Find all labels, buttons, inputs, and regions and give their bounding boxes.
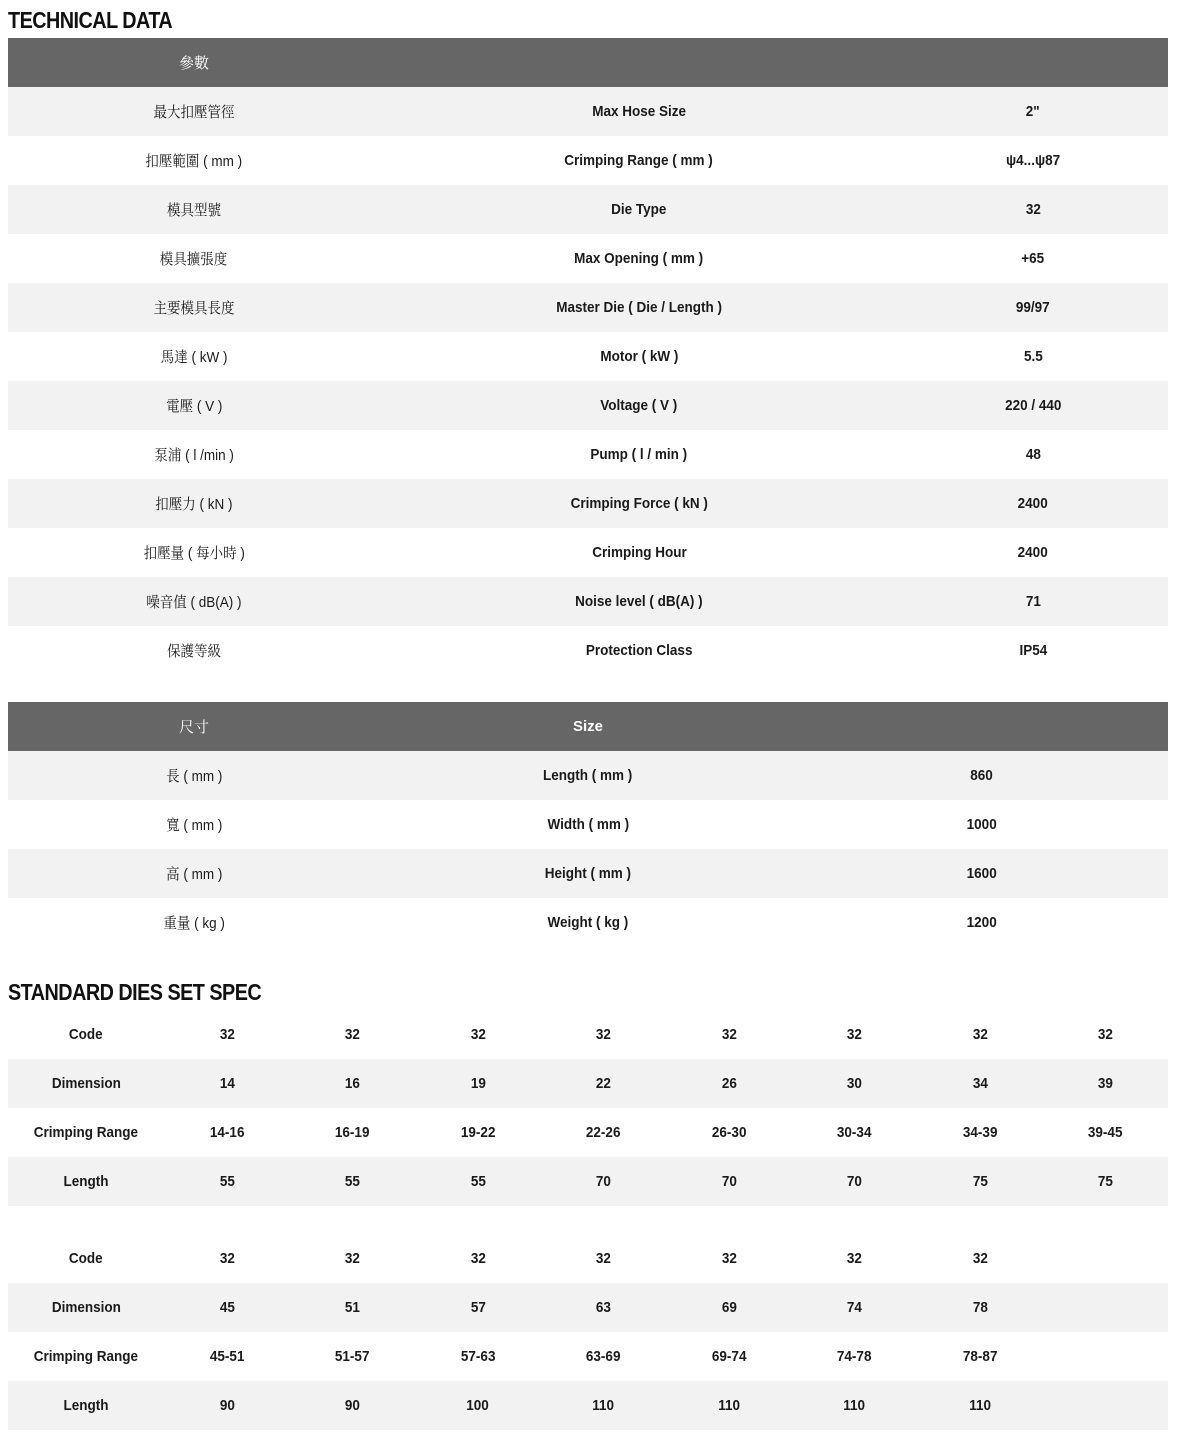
dies-row-cell	[415, 1234, 541, 1283]
dies-row-cell-text: 69-74	[711, 1348, 747, 1365]
dies-row-cell	[541, 1283, 666, 1332]
dies-row-cell	[666, 1283, 792, 1332]
size-row-cell	[796, 898, 1168, 947]
size-row	[8, 751, 1168, 800]
technical-row-cell	[380, 234, 898, 283]
dies-row-cell	[8, 1108, 164, 1157]
size-row-cell	[380, 800, 796, 849]
technical-row-cell-text: 保護等級	[166, 643, 221, 660]
technical-row-cell-text: Noise level ( dB(A) )	[575, 593, 703, 610]
technical-row-cell-text: 馬達 ( kW )	[160, 349, 228, 366]
technical-row-cell-text: 噪音值 ( dB(A) )	[146, 594, 242, 611]
dies-row-cell-text: 78-87	[962, 1348, 998, 1365]
size-header-row	[8, 702, 1168, 751]
dies-row-cell-text: 90	[219, 1397, 235, 1414]
dies-row-cell-text: 51-57	[335, 1348, 370, 1365]
dies-row-cell-text: 32	[344, 1250, 361, 1267]
dies-row-cell	[8, 1010, 164, 1059]
technical-row-cell	[898, 283, 1168, 332]
technical-row-cell-text: Master Die ( Die / Length )	[556, 299, 722, 316]
dies-row-cell-text: 32	[470, 1026, 486, 1043]
technical-row-cell-text: 2400	[1017, 544, 1049, 561]
dies-row-cell	[8, 1234, 164, 1283]
dies-row-cell	[666, 1059, 792, 1108]
size-row-cell-text: 寬 ( mm )	[165, 817, 223, 834]
dies-row-cell-text: 110	[843, 1397, 866, 1414]
dies-row-cell-text: 32	[344, 1026, 361, 1043]
technical-row-cell	[898, 234, 1168, 283]
technical-row-cell-text: 主要模具長度	[153, 300, 235, 317]
dies-row-cell	[917, 1108, 1043, 1157]
technical-row-cell	[8, 332, 380, 381]
dies-row-cell	[666, 1157, 792, 1206]
technical-row-cell	[8, 87, 380, 136]
size-row-cell-text: 重量 ( kg )	[163, 915, 225, 932]
technical-row-cell	[8, 185, 380, 234]
dies-row-cell-text: 32	[972, 1250, 988, 1267]
dies-row-cell-text: 110	[718, 1397, 740, 1414]
technical-data-title: TECHNICAL DATA	[8, 7, 173, 33]
dies-row	[8, 1234, 1168, 1283]
dies-row-cell-text: 16	[344, 1075, 361, 1092]
dies-row-cell	[164, 1157, 290, 1206]
dies-row-cell-text: 30	[846, 1075, 863, 1092]
dies-row-cell	[917, 1157, 1043, 1206]
dies-row-cell-text: 14	[219, 1075, 235, 1092]
technical-row-cell-text: 99/97	[1016, 299, 1050, 316]
dies-row-cell	[1043, 1108, 1168, 1157]
technical-row-cell-text: 220 / 440	[1004, 397, 1062, 414]
dies-row-cell-text: 100	[466, 1397, 490, 1414]
technical-row-cell	[380, 479, 898, 528]
technical-row	[8, 577, 1168, 626]
dies-row	[8, 1157, 1168, 1206]
dies-row	[8, 1332, 1168, 1381]
technical-row-cell-text: IP54	[1019, 642, 1047, 659]
dies-row-cell	[666, 1234, 792, 1283]
dies-row-cell-text: 34-39	[962, 1124, 998, 1141]
dies-row-cell-text: 110	[969, 1397, 991, 1414]
technical-row-cell	[380, 430, 898, 479]
technical-row-cell	[8, 528, 380, 577]
technical-row	[8, 234, 1168, 283]
dies-row-cell	[666, 1108, 792, 1157]
dies-row-cell-text: 63	[595, 1299, 612, 1316]
dies-row-cell	[792, 1381, 917, 1430]
dies-row-cell-text: 30-34	[837, 1124, 872, 1141]
technical-row-cell	[8, 479, 380, 528]
technical-row	[8, 136, 1168, 185]
dies-row-cell	[8, 1157, 164, 1206]
dies-row-cell-text: 63-69	[586, 1348, 621, 1365]
technical-row	[8, 87, 1168, 136]
technical-row	[8, 626, 1168, 675]
size-header-en: Size	[380, 702, 796, 751]
dies-row-cell	[8, 1283, 164, 1332]
technical-row-cell-text: ψ4...ψ87	[1005, 152, 1061, 169]
technical-row-cell	[380, 332, 898, 381]
dies-row-cell-text: Code	[69, 1026, 103, 1043]
technical-row-cell	[8, 381, 380, 430]
dies-row-cell	[541, 1157, 666, 1206]
technical-row-cell	[898, 185, 1168, 234]
dies-row-cell	[792, 1059, 917, 1108]
technical-row-cell	[8, 430, 380, 479]
dies-row-cell-text: 55	[470, 1173, 486, 1190]
technical-row-cell-text: 模具擴張度	[160, 251, 228, 268]
technical-row-cell	[380, 87, 898, 136]
technical-row-cell-text: Die Type	[611, 201, 667, 218]
technical-row-cell	[898, 136, 1168, 185]
technical-row-cell	[898, 332, 1168, 381]
size-row-cell-text: 1600	[966, 865, 998, 882]
dies-row-cell	[666, 1332, 792, 1381]
technical-row-cell	[898, 577, 1168, 626]
dies-spec-title: STANDARD DIES SET SPEC	[8, 979, 262, 1005]
technical-row-cell-text: 5.5	[1023, 348, 1043, 365]
size-row-cell-text: Weight ( kg )	[547, 914, 629, 931]
dies-row-cell	[666, 1381, 792, 1430]
technical-row	[8, 479, 1168, 528]
dies-row-cell	[1043, 1381, 1168, 1430]
dies-row-cell-text: 78	[972, 1299, 988, 1316]
dies-row-cell-text: 90	[344, 1397, 361, 1414]
dies-row	[8, 1283, 1168, 1332]
dies-row-cell-text: 32	[846, 1250, 863, 1267]
dies-row-cell	[290, 1157, 415, 1206]
size-row-cell-text: 高 ( mm )	[165, 866, 223, 883]
size-row	[8, 800, 1168, 849]
dies-row-cell-text: 70	[721, 1173, 737, 1190]
technical-row-cell-text: 模具型號	[166, 202, 221, 219]
technical-row	[8, 332, 1168, 381]
technical-row-cell	[8, 234, 380, 283]
dies-row-cell	[290, 1332, 415, 1381]
dies-row-cell	[415, 1108, 541, 1157]
technical-row-cell-text: Voltage ( V )	[600, 397, 678, 414]
dies-row-cell	[917, 1059, 1043, 1108]
dies-row-cell	[415, 1157, 541, 1206]
dies-row-cell	[415, 1283, 541, 1332]
dies-row-cell-text: Dimension	[51, 1299, 121, 1316]
dies-row-cell	[541, 1108, 666, 1157]
technical-row-cell	[898, 626, 1168, 675]
dies-row-cell-text: Dimension	[51, 1075, 121, 1092]
technical-row-cell-text: Crimping Hour	[591, 544, 687, 561]
technical-row-cell-text: 32	[1025, 201, 1041, 218]
size-row-cell	[380, 849, 796, 898]
dies-row-cell	[290, 1234, 415, 1283]
dies-row-cell-text: 51	[344, 1299, 361, 1316]
dies-row-cell	[541, 1010, 666, 1059]
dies-row-cell	[1043, 1332, 1168, 1381]
technical-row-cell-text: Pump ( l / min )	[590, 446, 688, 463]
dies-row-cell	[792, 1157, 917, 1206]
dies-row-cell	[917, 1332, 1043, 1381]
size-row-cell-text: 860	[970, 767, 994, 784]
size-row-cell	[8, 800, 380, 849]
size-row-cell	[8, 751, 380, 800]
dies-row-cell-text: 39-45	[1088, 1124, 1123, 1141]
technical-row-cell-text: Crimping Range ( mm )	[564, 152, 714, 169]
dies-row-cell	[164, 1234, 290, 1283]
dies-row-cell-text: 32	[972, 1026, 988, 1043]
dies-row-cell	[8, 1332, 164, 1381]
dies-row-cell	[917, 1234, 1043, 1283]
size-row-cell-text: 長 ( mm )	[165, 768, 223, 785]
dies-row-cell-text: Length	[63, 1173, 109, 1190]
dies-row-cell-text: 32	[470, 1250, 486, 1267]
dies-row-cell-text: 70	[595, 1173, 612, 1190]
technical-row-cell	[8, 577, 380, 626]
dies-row-cell-text: 55	[344, 1173, 361, 1190]
dies-row-cell	[541, 1059, 666, 1108]
dies-row-cell-text: 32	[595, 1026, 612, 1043]
dies-row-cell-text: 32	[721, 1026, 737, 1043]
dies-row-cell-text: Crimping Range	[33, 1124, 139, 1141]
technical-row-cell-text: Motor ( kW )	[600, 348, 678, 365]
dies-row-cell	[415, 1010, 541, 1059]
dies-row	[8, 1108, 1168, 1157]
technical-row-cell-text: 48	[1025, 446, 1041, 463]
technical-row-cell	[8, 626, 380, 675]
technical-row-cell	[380, 136, 898, 185]
dies-row-cell-text: 75	[972, 1173, 988, 1190]
technical-row-cell	[8, 136, 380, 185]
technical-row-cell-text: Max Opening ( mm )	[574, 250, 704, 267]
dies-row-cell-text: 57	[470, 1299, 486, 1316]
dies-row-cell	[792, 1283, 917, 1332]
technical-row-cell	[380, 528, 898, 577]
technical-row-cell-text: 最大扣壓管徑	[153, 104, 235, 121]
dies-row	[8, 1381, 1168, 1430]
technical-row-cell-text: 2400	[1017, 495, 1049, 512]
dies-row-cell	[290, 1059, 415, 1108]
dies-row-cell	[8, 1059, 164, 1108]
dies-row-cell	[666, 1010, 792, 1059]
size-table	[8, 702, 1168, 947]
technical-row-cell-text: +65	[1021, 250, 1045, 267]
dies-table-1-rows	[8, 1010, 1168, 1206]
dies-row-cell	[792, 1010, 917, 1059]
technical-row-cell	[380, 577, 898, 626]
dies-row-cell-text: 32	[595, 1250, 612, 1267]
size-row-cell-text: 1000	[966, 816, 998, 833]
dies-row-cell	[415, 1059, 541, 1108]
dies-table-2-rows	[8, 1234, 1168, 1430]
dies-row-cell	[164, 1381, 290, 1430]
dies-row-cell	[792, 1234, 917, 1283]
dies-row-cell-text: 26	[721, 1075, 737, 1092]
dies-row-cell-text: 14-16	[209, 1124, 245, 1141]
dies-row-cell	[541, 1381, 666, 1430]
dies-table-2	[8, 1234, 1168, 1430]
technical-row-cell	[380, 185, 898, 234]
technical-header-label: 參數	[8, 38, 380, 87]
technical-row-cell-text: 扣壓力 ( kN )	[155, 496, 233, 513]
technical-row-cell	[898, 87, 1168, 136]
size-row-cell	[796, 751, 1168, 800]
technical-rows	[8, 87, 1168, 675]
technical-row-cell-text: 電壓 ( V )	[165, 398, 223, 415]
dies-row-cell-text: Crimping Range	[33, 1348, 139, 1365]
dies-row-cell	[290, 1283, 415, 1332]
technical-row-cell-text: Max Hose Size	[592, 103, 686, 120]
dies-row-cell-text: 26-30	[711, 1124, 747, 1141]
dies-row-cell-text: 45-51	[209, 1348, 245, 1365]
size-row-cell	[8, 849, 380, 898]
technical-row	[8, 185, 1168, 234]
dies-row-cell	[792, 1108, 917, 1157]
technical-row	[8, 283, 1168, 332]
dies-row-cell-text: 32	[219, 1026, 235, 1043]
dies-row-cell-text: 16-19	[335, 1124, 370, 1141]
size-row-cell-text: Width ( mm )	[547, 816, 629, 833]
dies-row-cell-text: 70	[846, 1173, 863, 1190]
dies-row-cell	[917, 1381, 1043, 1430]
dies-row-cell-text: 55	[219, 1173, 235, 1190]
technical-row	[8, 528, 1168, 577]
dies-row-cell	[917, 1010, 1043, 1059]
dies-row-cell-text: 22-26	[586, 1124, 621, 1141]
dies-row-cell	[164, 1283, 290, 1332]
size-row-cell-text: Height ( mm )	[544, 865, 632, 882]
size-row-cell	[796, 800, 1168, 849]
dies-row-cell-text: 34	[972, 1075, 988, 1092]
dies-row-cell	[164, 1059, 290, 1108]
dies-row	[8, 1059, 1168, 1108]
size-row-cell	[796, 849, 1168, 898]
dies-row-cell	[1043, 1010, 1168, 1059]
technical-row-cell-text: Crimping Force ( kN )	[570, 495, 708, 512]
technical-row-cell-text: 泵浦 ( l /min )	[154, 447, 234, 464]
dies-row-cell-text: 57-63	[460, 1348, 496, 1365]
technical-row-cell	[8, 283, 380, 332]
technical-header-row	[8, 38, 1168, 87]
dies-row-cell	[164, 1332, 290, 1381]
dies-row-cell-text: 74	[846, 1299, 863, 1316]
size-rows	[8, 751, 1168, 947]
dies-row-cell-text: Code	[69, 1250, 103, 1267]
dies-row-cell	[415, 1381, 541, 1430]
technical-row-cell-text: 71	[1025, 593, 1041, 610]
technical-row-cell	[898, 381, 1168, 430]
dies-row-cell	[792, 1332, 917, 1381]
dies-row-cell-text: 22	[595, 1075, 612, 1092]
dies-row-cell	[290, 1381, 415, 1430]
dies-row-cell	[1043, 1157, 1168, 1206]
dies-row-cell-text: 32	[1097, 1026, 1114, 1043]
technical-row	[8, 430, 1168, 479]
technical-row-cell	[380, 626, 898, 675]
dies-row-cell-text: 45	[219, 1299, 235, 1316]
dies-row-cell	[917, 1283, 1043, 1332]
dies-row-cell-text: 75	[1097, 1173, 1114, 1190]
dies-row-cell	[164, 1010, 290, 1059]
dies-row-cell-text: Length	[63, 1397, 109, 1414]
dies-row-cell	[1043, 1059, 1168, 1108]
dies-row-cell-text: 74-78	[837, 1348, 872, 1365]
dies-row-cell-text: 32	[721, 1250, 737, 1267]
dies-row	[8, 1010, 1168, 1059]
size-row	[8, 898, 1168, 947]
size-row-cell	[380, 898, 796, 947]
technical-data-table	[8, 38, 1168, 675]
dies-row-cell-text: 19	[470, 1075, 486, 1092]
technical-row-cell-text: 扣壓量 ( 每小時 )	[143, 545, 245, 562]
size-header-zh: 尺寸	[8, 702, 380, 751]
technical-row-cell	[380, 381, 898, 430]
size-row-cell-text: Length ( mm )	[543, 767, 633, 784]
size-row-cell	[8, 898, 380, 947]
dies-row-cell	[8, 1381, 164, 1430]
technical-row	[8, 381, 1168, 430]
technical-row-cell	[898, 479, 1168, 528]
dies-row-cell-text: 69	[721, 1299, 737, 1316]
dies-row-cell-text: 39	[1097, 1075, 1114, 1092]
dies-row-cell-text: 32	[846, 1026, 863, 1043]
technical-row-cell	[898, 528, 1168, 577]
technical-row-cell-text: Protection Class	[585, 642, 693, 659]
dies-row-cell	[541, 1332, 666, 1381]
technical-row-cell	[380, 283, 898, 332]
size-row-cell	[380, 751, 796, 800]
technical-row-cell	[898, 430, 1168, 479]
size-row	[8, 849, 1168, 898]
dies-row-cell	[1043, 1283, 1168, 1332]
technical-row-cell-text: 扣壓範圍 ( mm )	[145, 153, 243, 170]
dies-row-cell	[415, 1332, 541, 1381]
dies-row-cell	[290, 1108, 415, 1157]
dies-row-cell-text: 19-22	[460, 1124, 496, 1141]
dies-row-cell	[290, 1010, 415, 1059]
technical-row-cell-text: 2"	[1026, 103, 1040, 120]
dies-row-cell	[1043, 1234, 1168, 1283]
dies-row-cell	[164, 1108, 290, 1157]
dies-row-cell-text: 110	[592, 1397, 615, 1414]
dies-row-cell-text: 32	[219, 1250, 235, 1267]
dies-row-cell	[541, 1234, 666, 1283]
size-row-cell-text: 1200	[966, 914, 998, 931]
dies-table-1	[8, 1010, 1168, 1206]
